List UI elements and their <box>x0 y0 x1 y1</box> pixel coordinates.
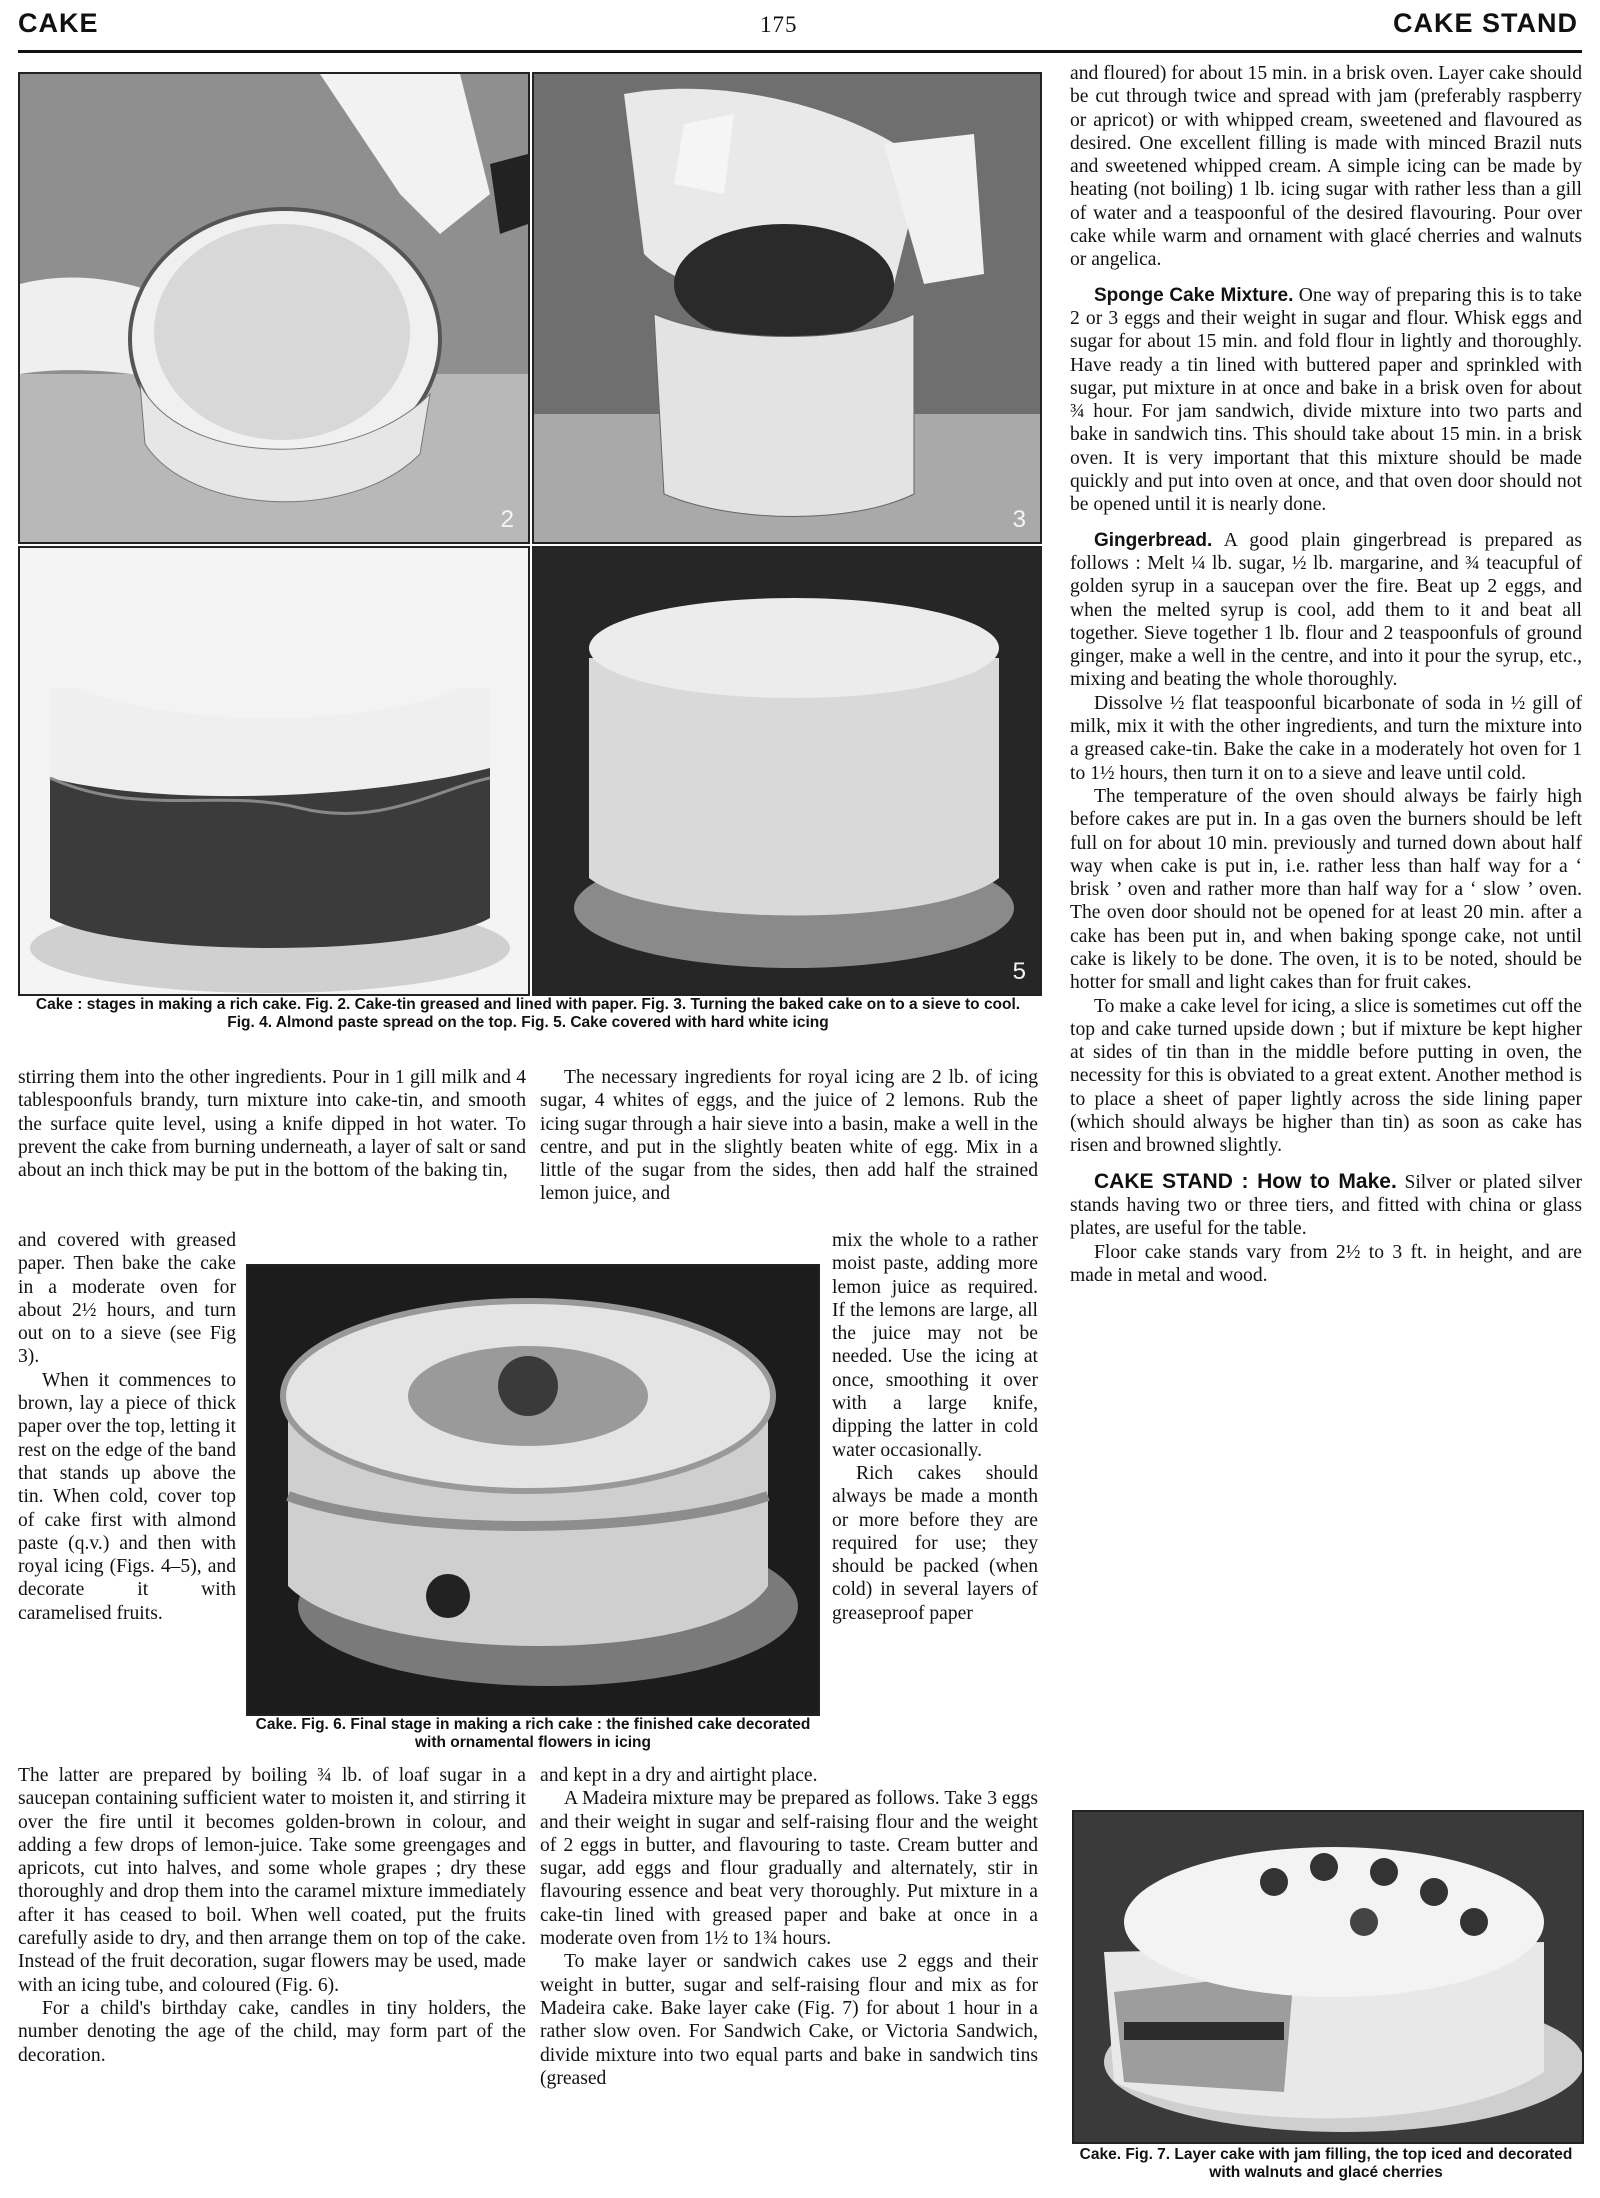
photo-fig6-decorated-cake <box>246 1264 820 1716</box>
left-column-top <box>18 1066 526 1182</box>
caption-figs-2-5: Cake : stages in making a rich cake. Fig. 2. Cake-tin greased and lined with paper. Fig. 3. Turning the baked cake on to a sieve to cool. Fig. 4. Almond paste spread on the top. Fig. 5. Cake covered with hard white icing <box>35 996 1021 1031</box>
caption-fig6: Cake. Fig. 6. Final stage in making a rich cake : the finished cake decorated with ornamental flowers in icing <box>255 1716 811 1751</box>
paragraph: For a child's birthday cake, candles in tiny holders, the number denoting the age of the child, may form part of the decoration. <box>18 1997 526 2066</box>
photo-fig7-layer-cake <box>1072 1810 1584 2144</box>
paragraph: Rich cakes should always be made a month or more before they are required for use; they should be packed (when cold) in several layers of greaseproof paper <box>832 1462 1038 1624</box>
left-column-narrow <box>18 1229 236 1625</box>
middle-column-top <box>540 1066 1038 1206</box>
middle-column-bottom <box>540 1764 1038 2090</box>
paragraph: and covered with greased paper. Then bake the cake in a moderate oven for about 2½ hours, and turn out on to a sieve (see Fig 3). <box>18 1230 236 1368</box>
paragraph: mix the whole to a rather moist paste, adding more lemon juice as required. If the lemons are large, all the juice may not be needed. Use the icing at once, smoothing it over with a large knife, dipping the latter in cold water occasionally. <box>832 1230 1038 1461</box>
left-column-bottom <box>18 1764 526 2067</box>
photo-fig2-cake-tin-lined <box>18 72 530 544</box>
paragraph: and floured) for about 15 min. in a brisk oven. Layer cake should be cut through twice and spread with jam (preferably raspberry or apricot) or with whipped cream, sweetened and flavoured as desired. One excellent filling is made with minced Brazil nuts and sweetened whipped cream. A simple icing can be made by heating (not boiling) 1 lb. icing sugar with rather less than a gill of water and a teaspoonful of the desired flavouring. Pour over cake while warm and ornament with glacé cherries and walnuts or angelica. <box>1070 63 1582 271</box>
gingerbread-paragraph: Gingerbread. A good plain gingerbread is prepared as follows : Melt ¼ lb. sugar, ½ lb. margarine, and ¾ teacupful of golden syrup in a saucepan over the fire. Beat up 2 eggs, and when the melted syrup is cool, add them to it and beat all together. Sieve together 1 lb. flour and 2 teaspoonfuls of ground ginger, make a well in the centre, and into it pour the syrup, etc., mixing and beating the whole thoroughly. <box>1070 529 1582 691</box>
running-head-right: CAKE STAND <box>1393 8 1578 38</box>
paragraph: The latter are prepared by boiling ¾ lb. of loaf sugar in a saucepan containing sufficient water to moisten it, and stirring it over the fire until it becomes golden-brown in colour, and adding a few drops of lemon-juice. Take some greengages and apricots, cut into halves, and some whole grapes ; dry these thoroughly and drop them into the caramel mixture immediately after it has ceased to boil. When well coated, put the fruits carefully aside to dry, and then arrange them on top of the cake. Instead of the fruit decoration, sugar flowers may be used, made with an icing tube, and coloured (Fig. 6). <box>18 1765 526 1996</box>
figure-number: 2 <box>500 506 514 533</box>
header-rule <box>18 50 1582 53</box>
figure-number: 3 <box>1012 506 1026 533</box>
right-column <box>1070 62 1582 1287</box>
section-heading-gingerbread: Gingerbread. <box>1094 529 1213 551</box>
figure-number: 5 <box>1012 958 1026 985</box>
section-heading-sponge-cake: Sponge Cake Mixture. <box>1094 284 1294 306</box>
paragraph: When it commences to brown, lay a piece of thick paper over the top, letting it rest on the edge of the band that stands up above the tin. When cold, cover top of cake first with almond paste (q.v.) and then with royal icing (Figs. 4–5), and decorate it with caramelised fruits. <box>18 1369 236 1624</box>
caption-fig7: Cake. Fig. 7. Layer cake with jam filling, the top iced and decorated with walnuts and glacé cherries <box>1079 2146 1573 2181</box>
paragraph: Dissolve ½ flat teaspoonful bicarbonate of soda in ½ gill of milk, mix it with the other ingredients, and turn the mixture into a greased cake-tin. Bake the cake in a moderately hot oven for 1 to 1½ hours, then turn it on to a sieve and leave until cold. <box>1070 692 1582 784</box>
paragraph: Floor cake stands vary from 2½ to 3 ft. in height, and are made in metal and wood. <box>1070 1241 1582 1286</box>
photo-fig4-almond-paste <box>18 546 530 996</box>
sponge-cake-paragraph: Sponge Cake Mixture. One way of preparing this is to take 2 or 3 eggs and their weight in sugar and flour. Whisk eggs and sugar for about 15 min. and fold flour in lightly and thoroughly. Have ready a tin lined with buttered paper and sprinkled with sugar, put mixture in at once and bake in a brisk oven for about ¾ hour. For jam sandwich, divide mixture into two parts and bake in sandwich tins. This should take about 15 min. in a brisk oven. It is very important that this mixture should be made quickly and put into oven at once, and that oven door should not be opened until it is nearly done. <box>1070 284 1582 516</box>
section-heading-cake-stand: CAKE STAND : How to Make. <box>1094 1169 1397 1193</box>
paragraph: and kept in a dry and airtight place. <box>540 1765 818 1786</box>
page-number: 175 <box>760 12 798 37</box>
middle-column-narrow <box>832 1229 1038 1625</box>
photo-fig5-iced-cake <box>532 546 1042 996</box>
paragraph: The temperature of the oven should always be fairly high before cakes are put in. In a gas oven the burners should be left full on for about 10 min. previously and turned down about half way when cake is put in, i.e. rather less than half way for a ‘ brisk ’ oven and rather more than half way for a ‘ slow ’ oven. The oven door should not be opened for at least 20 min. after a cake has been put in, and when baking sponge cake, not until cake is likely to be done. The oven, it is to be noted, should be hotter for small and light cakes than for fruit cakes. <box>1070 785 1582 994</box>
paragraph: To make layer or sandwich cakes use 2 eggs and their weight in butter, sugar and self-raising flour and mix as for Madeira cake. Bake layer cake (Fig. 7) for about 1 hour in a rather slow oven. For Sandwich Cake, or Victoria Sandwich, divide mixture into two equal parts and bake in sandwich tins (greased <box>540 1951 1038 2089</box>
paragraph: The necessary ingredients for royal icing are 2 lb. of icing sugar, 4 whites of eggs, and the juice of 2 lemons. Rub the icing sugar through a hair sieve into a basin, make a well in the centre, and put in the slightly beaten white of egg. Mix in a little of the sugar from the sides, then add half the strained lemon juice, and <box>540 1067 1038 1205</box>
paragraph: A Madeira mixture may be prepared as follows. Take 3 eggs and their weight in sugar and self-raising flour and the weight of 2 eggs in butter, and flavouring to taste. Cream butter and sugar, add eggs and flour gradually and alternately, stir in flavouring essence and beat very thoroughly. Put mixture in a cake-tin lined with greased paper and bake at once in a moderate oven from 1½ to 1¾ hours. <box>540 1788 1038 1950</box>
cake-stand-paragraph: CAKE STAND : How to Make. Silver or plated silver stands having two or three tiers, and fitted with china or glass plates, are useful for the table. <box>1070 1169 1582 1240</box>
running-head-left: CAKE <box>18 8 99 38</box>
photo-fig3-turning-cake <box>532 72 1042 544</box>
paragraph: stirring them into the other ingredients. Pour in 1 gill milk and 4 tablespoonfuls brandy, turn mixture into cake-tin, and smooth the surface quite level, using a knife dipped in hot water. To prevent the cake from burning underneath, a layer of salt or sand about an inch thick may be put in the bottom of the baking tin, <box>18 1067 526 1182</box>
paragraph: To make a cake level for icing, a slice is sometimes cut off the top and cake turned upside down ; but if mixture be kept higher at sides of tin than in the middle before putting in oven, the necessity for this is obviated to a great extent. Another method is to place a sheet of paper lightly across the side lining paper (which should always be higher than tin) as soon as cake has risen and browned slightly. <box>1070 995 1582 1157</box>
